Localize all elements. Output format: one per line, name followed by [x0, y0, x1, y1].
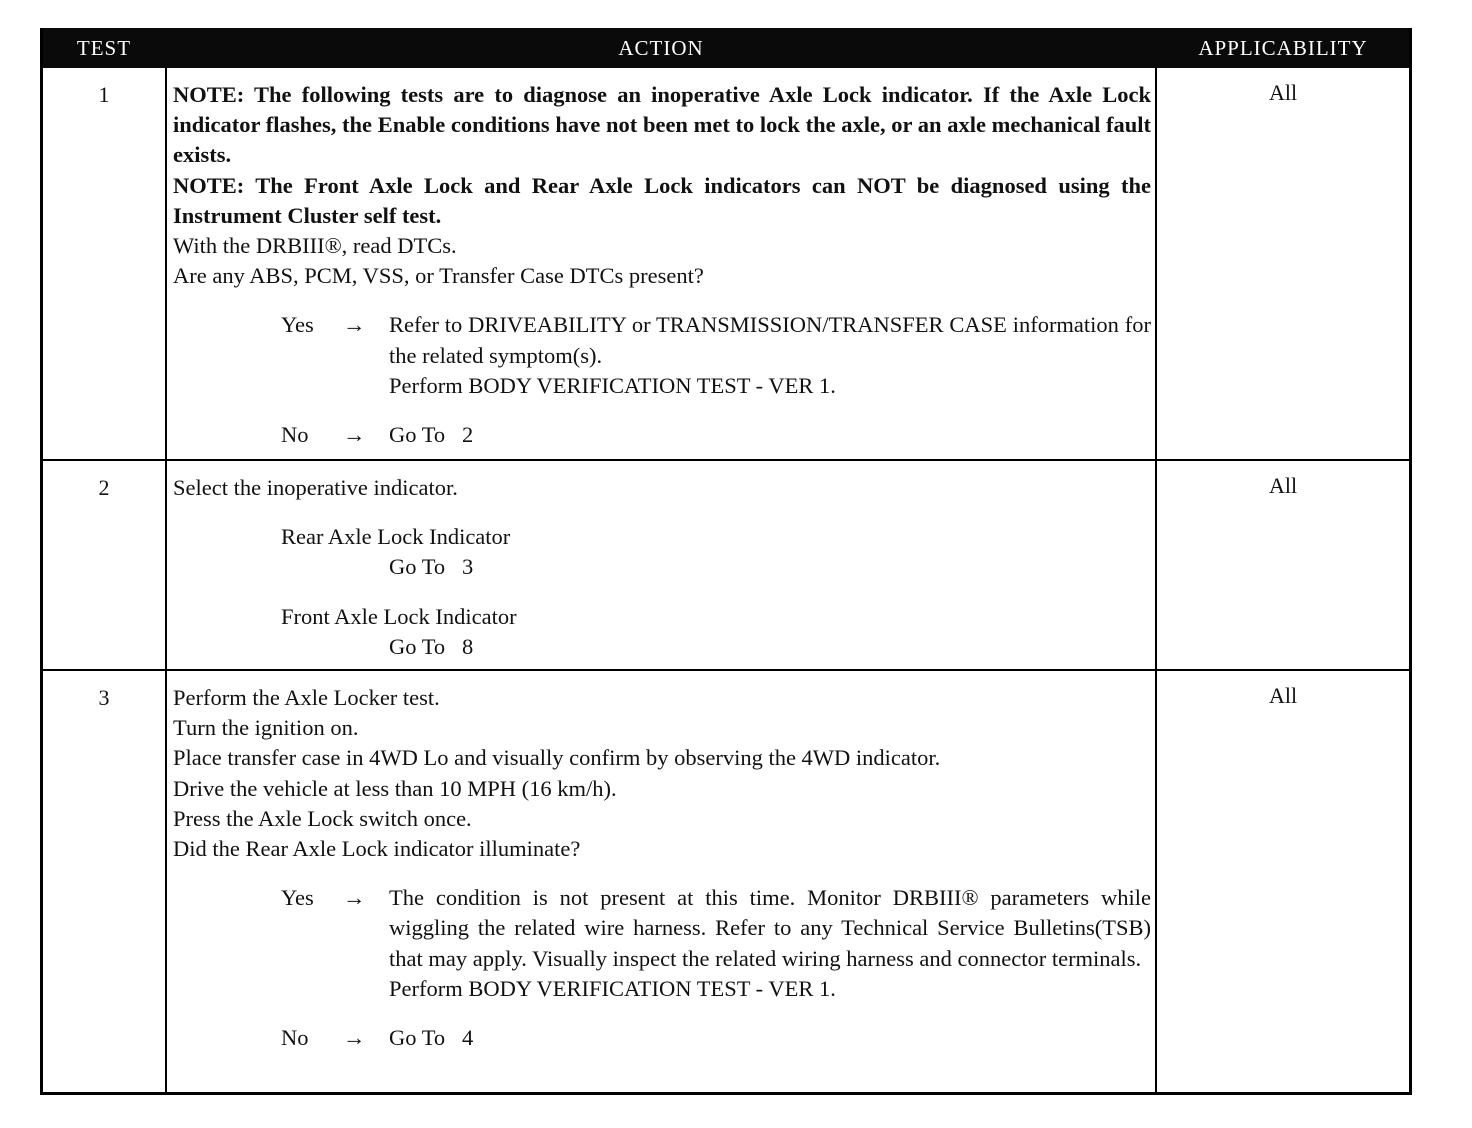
goto-text: Go To 8 — [389, 633, 474, 659]
action-cell — [173, 80, 1151, 450]
note-text: NOTE: The Front Axle Lock and Rear Axle Lock indicators can NOT be diagnosed using the Instrument Cluster self test. — [173, 172, 1151, 228]
step-text: Did the Rear Axle Lock indicator illuminate? — [173, 836, 581, 862]
option — [173, 522, 1151, 582]
step-text: Place transfer case in 4WD Lo and visually confirm by observing the 4WD indicator. — [173, 745, 941, 771]
yes-branch — [173, 883, 1151, 1004]
yes-branch — [173, 310, 1151, 401]
yes-text: Refer to DRIVEABILITY or TRANSMISSION/TRANSFER CASE information for the related symptom(s). — [389, 312, 1151, 368]
action-cell — [173, 683, 1151, 1053]
arrow-icon: → — [343, 885, 366, 911]
step-text: Are any ABS, PCM, VSS, or Transfer Case DTCs present? — [173, 263, 704, 289]
step-text: Drive the vehicle at less than 10 MPH (16 km/h). — [173, 775, 617, 801]
goto-text: Go To 3 — [389, 554, 474, 580]
step-text: Select the inoperative indicator. — [173, 475, 458, 500]
test-number: 3 — [98, 685, 110, 710]
arrow-icon: → — [343, 422, 366, 448]
test-number: 2 — [98, 475, 110, 500]
header-applicability: APPLICABILITY — [1198, 36, 1368, 60]
yes-text: The condition is not present at this time. Monitor DRBIII® parameters while wiggling the related wire harness. Refer to any Technical Service Bulletins(TSB) that may apply. Visually inspect the related wiring harness and connector terminals. — [389, 885, 1151, 971]
step-text: Press the Axle Lock switch once. — [173, 805, 472, 831]
applicability-value: All — [1268, 683, 1298, 708]
applicability-value: All — [1268, 80, 1298, 105]
no-branch — [173, 420, 1151, 450]
option-label: Rear Axle Lock Indicator — [281, 524, 511, 550]
applicability-value: All — [1268, 473, 1298, 498]
verification-text: Perform BODY VERIFICATION TEST - VER 1. — [389, 975, 836, 1001]
table-row — [43, 671, 1409, 1092]
goto-text: Go To 2 — [389, 422, 474, 448]
yes-label: Yes — [281, 885, 314, 911]
arrow-icon: → — [343, 1025, 366, 1051]
yes-label: Yes — [281, 312, 314, 338]
header-action: ACTION — [618, 36, 704, 60]
test-number: 1 — [98, 82, 110, 107]
no-label: No — [281, 1025, 309, 1051]
no-branch — [173, 1023, 1151, 1053]
header-test: TEST — [76, 36, 132, 60]
step-text: With the DRBIII®, read DTCs. — [173, 233, 457, 259]
action-cell — [173, 473, 1151, 662]
table-row — [43, 461, 1409, 671]
table-row — [43, 68, 1409, 461]
note-text: NOTE: The following tests are to diagnose an inoperative Axle Lock indicator. If the Axle Lock indicator flashes, the Enable conditions have not been met to lock the axle, or an axle mechanical fault exists. — [173, 82, 1151, 168]
option-label: Front Axle Lock Indicator — [281, 603, 517, 629]
step-text: Turn the ignition on. — [173, 715, 359, 741]
option — [173, 602, 1151, 662]
diagnostic-table — [40, 28, 1412, 1095]
goto-text: Go To 4 — [389, 1025, 474, 1051]
no-label: No — [281, 422, 309, 448]
table-header — [43, 28, 1409, 68]
step-text: Perform the Axle Locker test. — [173, 685, 440, 710]
arrow-icon: → — [343, 312, 366, 338]
verification-text: Perform BODY VERIFICATION TEST - VER 1. — [389, 372, 836, 398]
